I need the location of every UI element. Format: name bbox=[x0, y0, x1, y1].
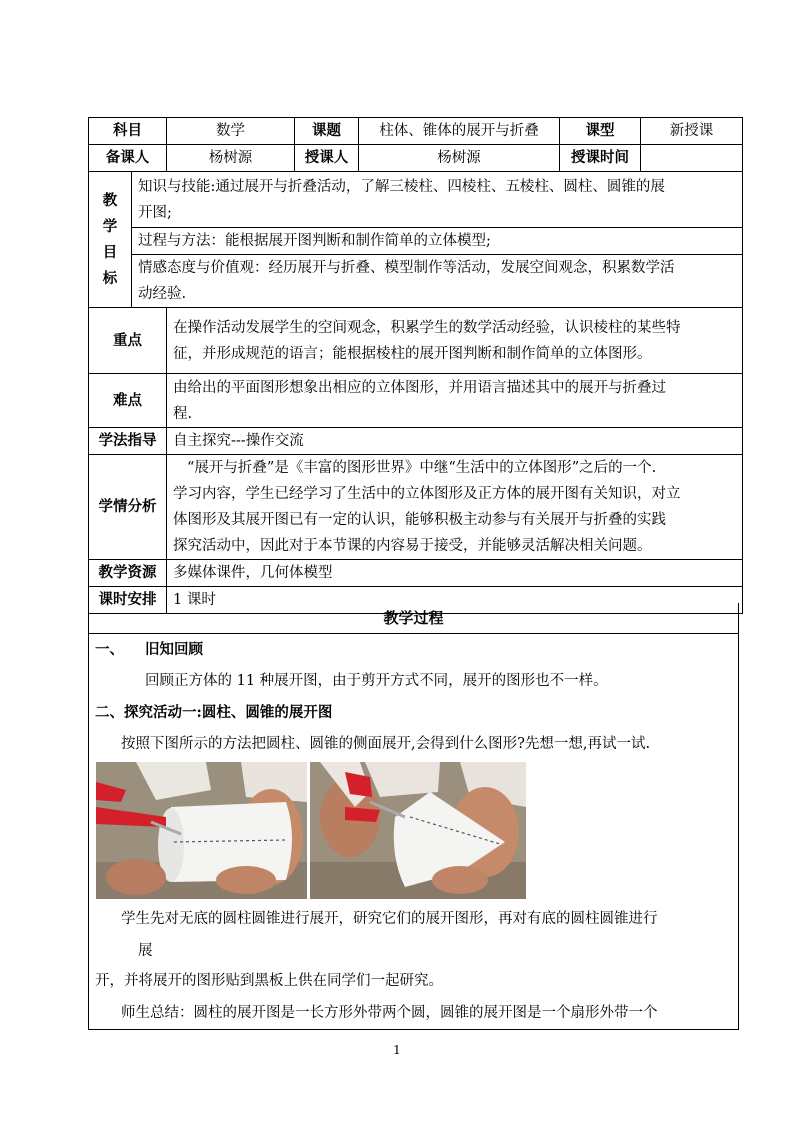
topic-label: 课题 bbox=[295, 118, 359, 145]
cone-unfold-photo bbox=[310, 762, 526, 899]
type-value: 新授课 bbox=[641, 118, 743, 145]
heading-activity-one: 二、探究活动一:圆柱、圆锥的展开图 bbox=[95, 704, 333, 721]
student-text-line1: 学生先对无底的圆柱圆锥进行展开，研究它们的展开图形，再对有底的圆柱圆锥进行 bbox=[121, 911, 658, 927]
subject-value: 数学 bbox=[167, 118, 295, 145]
analysis-content: “展开与折叠”是《丰富的图形世界》中继“生活中的立体图形”之后的一个. 学习内容，学生已经学习了生活中的立体图形及正方体的展开图有关知识，对立 体图形及其展开图已有一定的认识，能够积极主动参与有关展开与折叠的实践 探究活动中，因此对于本节课的内容易于接受，并能够灵活解决相关问题。 bbox=[167, 455, 743, 560]
page-number: 1 bbox=[393, 1043, 401, 1057]
preparer-value: 杨树源 bbox=[167, 145, 295, 172]
difficulty-label: 难点 bbox=[89, 374, 167, 428]
resources-label: 教学资源 bbox=[89, 560, 167, 587]
difficulty-content: 由给出的平面图形想象出相应的立体图形，并用语言描述其中的展开与折叠过 程. bbox=[167, 374, 743, 428]
type-label: 课型 bbox=[560, 118, 641, 145]
topic-value: 柱体、锥体的展开与折叠 bbox=[359, 118, 560, 145]
schedule-value: 1 课时 bbox=[167, 587, 743, 614]
subject-label: 科目 bbox=[89, 118, 167, 145]
method-label: 学法指导 bbox=[89, 428, 167, 455]
preparer-label: 备课人 bbox=[89, 145, 167, 172]
teacher-value: 杨树源 bbox=[359, 145, 560, 172]
teacher-label: 授课人 bbox=[295, 145, 359, 172]
schedule-label: 课时安排 bbox=[89, 587, 167, 614]
student-text-line2: 展 bbox=[138, 943, 153, 959]
key-point-label: 重点 bbox=[89, 308, 167, 374]
method-value: 自主探究---操作交流 bbox=[167, 428, 743, 455]
time-label: 授课时间 bbox=[560, 145, 641, 172]
objective-knowledge: 知识与技能:通过展开与折叠活动，了解三棱柱、四棱柱、五棱柱、圆柱、圆锥的展 开图; bbox=[132, 172, 743, 228]
objective-emotion: 情感态度与价值观：经历展开与折叠、模型制作等活动，发展空间观念，积累数学活 动经验. bbox=[132, 255, 743, 308]
lesson-info-table bbox=[88, 117, 743, 614]
student-text-line3: 开，并将展开的图形贴到黑板上供在同学们一起研究。 bbox=[95, 973, 443, 989]
heading-review: 旧知回顾 bbox=[145, 641, 203, 658]
objective-process: 过程与方法：能根据展开图判断和制作简单的立体模型; bbox=[132, 228, 743, 255]
instruction-text: 按照下图所示的方法把圆柱、圆锥的侧面展开,会得到什么图形?先想一想,再试一试. bbox=[121, 736, 651, 752]
key-point-content: 在操作活动发展学生的空间观念，积累学生的数学活动经验，认识棱柱的某些特 征，并形成规范的语言；能根据棱柱的展开图判断和制作简单的立体图形。 bbox=[167, 308, 743, 374]
review-text: 回顾正方体的 11 种展开图，由于剪开方式不同，展开的图形也不一样。 bbox=[145, 673, 608, 689]
summary-text: 师生总结：圆柱的展开图是一长方形外带两个圆，圆锥的展开图是一个扇形外带一个 bbox=[121, 1005, 658, 1021]
analysis-label: 学情分析 bbox=[89, 455, 167, 560]
cylinder-unfold-photo bbox=[96, 762, 307, 899]
resources-value: 多媒体课件，几何体模型 bbox=[167, 560, 743, 587]
objectives-label: 教 学 目 标 bbox=[89, 172, 132, 308]
teaching-process-title: 教学过程 bbox=[89, 603, 738, 634]
heading-review-number: 一、 bbox=[95, 641, 124, 658]
time-value bbox=[641, 145, 743, 172]
